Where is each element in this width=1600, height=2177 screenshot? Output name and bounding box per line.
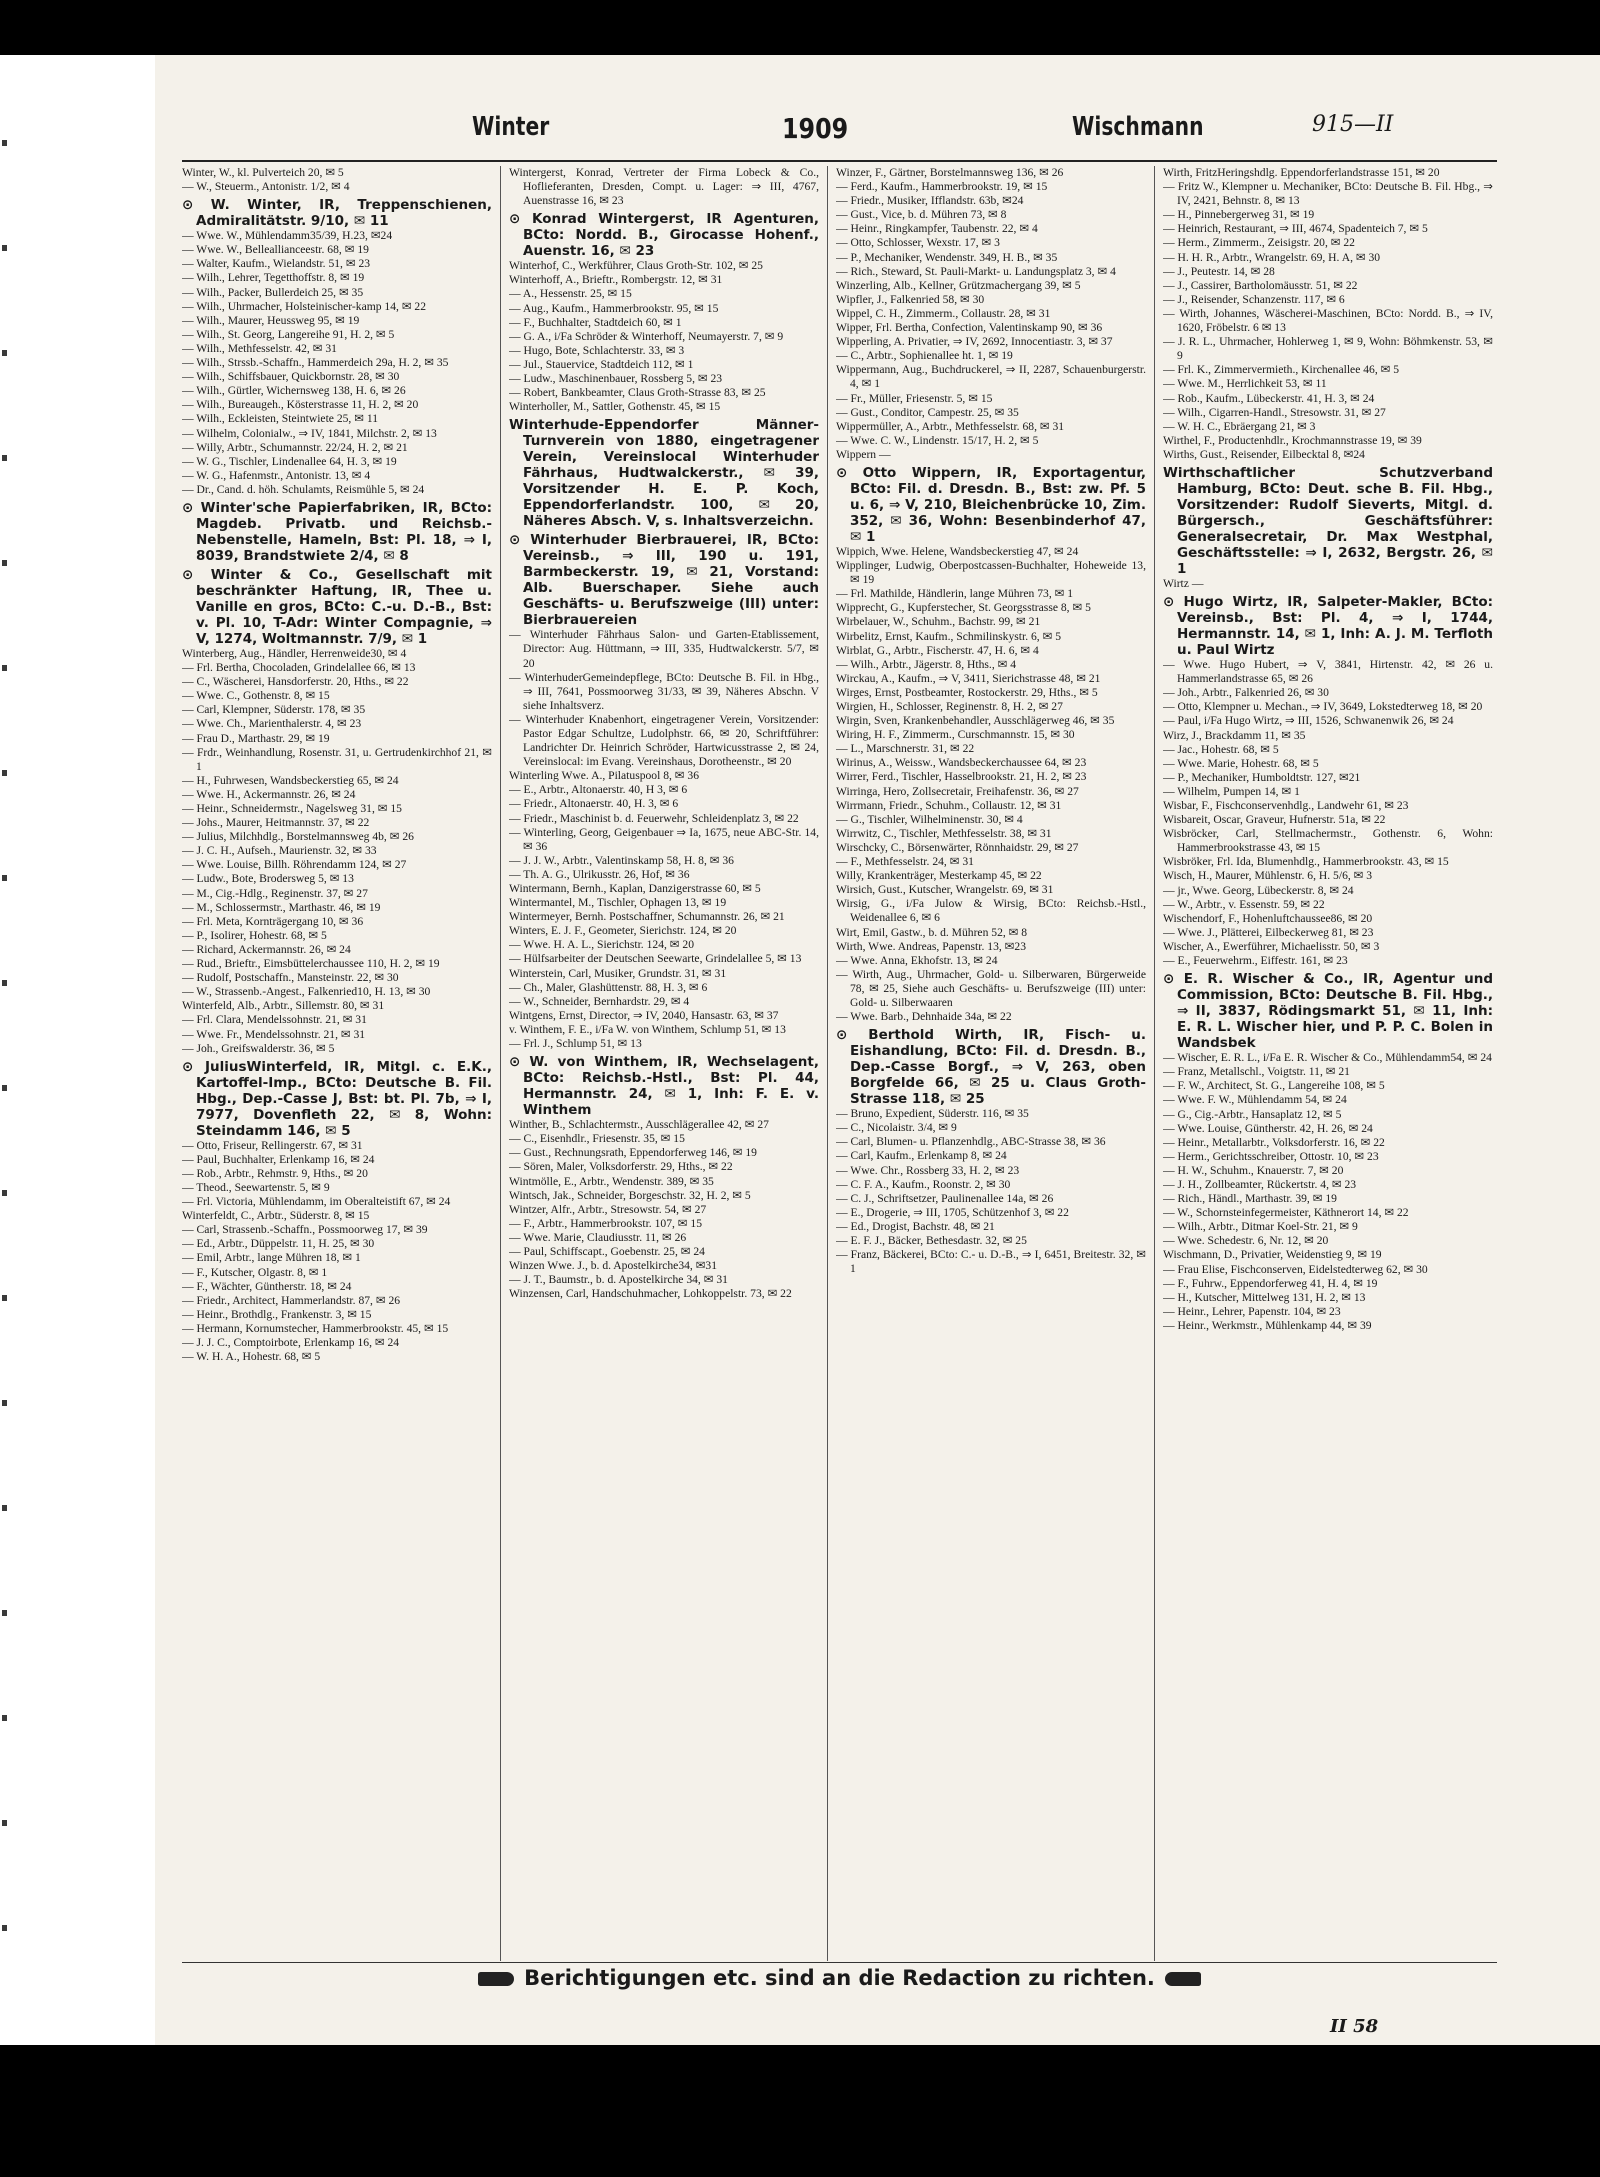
directory-entry: Wipperling, A. Privatier, ⇒ IV, 2692, Innocentiastr. 3, ✉ 37 xyxy=(836,335,1113,349)
directory-entry: Wisbröker, Frl. Ida, Blumenhdlg., Hammerbrookstr. 43, ✉ 15 xyxy=(1163,855,1449,869)
directory-entry: — J. C. H., Aufseh., Maurienstr. 32, ✉ 33 xyxy=(182,844,377,858)
directory-entry: Winterhof, C., Werkführer, Claus Groth-Str. 102, ✉ 25 xyxy=(509,259,763,273)
directory-entry: — Wwe. H., Ackermannstr. 26, ✉ 24 xyxy=(182,787,356,801)
directory-entry: Wirsich, Gust., Kutscher, Wrangelstr. 69, ✉ 31 xyxy=(836,883,1054,897)
directory-entry: Wirbelitz, Ernst, Kaufm., Schmilinskystr. 6, ✉ 5 xyxy=(836,629,1061,643)
directory-entry: Wipplinger, Ludwig, Oberpostcassen-Buchhalter, Hoheweide 13, ✉ 19 xyxy=(836,559,1146,587)
directory-entry: Wintermantel, M., Tischler, Ophagen 13, ✉ 19 xyxy=(509,896,727,910)
directory-entry: — Heinr., Brothdlg., Frankenstr. 3, ✉ 15 xyxy=(182,1307,372,1321)
header-rule xyxy=(182,160,1497,162)
directory-entry: Wirth, FritzHeringshdlg. Eppendorferlandstrasse 151, ✉ 20 xyxy=(1163,166,1440,179)
directory-entry: Wirrer, Ferd., Tischler, Hasselbrookstr. 21, H. 2, ✉ 23 xyxy=(836,770,1087,784)
directory-entry: Wirinus, A., Weissw., Wandsbeckerchaussee 64, ✉ 23 xyxy=(836,756,1087,770)
header-page-number: 915—II xyxy=(1312,112,1394,137)
directory-entry: — F., Buchhalter, Stadtdeich 60, ✉ 1 xyxy=(509,315,682,329)
directory-entry: — L., Marschnerstr. 31, ✉ 22 xyxy=(836,742,975,756)
directory-entry: Wippermann, Aug., Buchdruckerel, ⇒ II, 2287, Schauenburgerstr. 4, ✉ 1 xyxy=(836,363,1146,391)
directory-entry: — J. R. L., Uhrmacher, Hohlerweg 1, ✉ 9, Wohn: Böhmkenstr. 53, ✉ 9 xyxy=(1163,335,1493,363)
directory-entry: — Julius, Milchhdlg., Borstelmannsweg 4b, ✉ 26 xyxy=(182,830,414,844)
directory-entry: — W. G., Tischler, Lindenallee 64, H. 3, ✉ 19 xyxy=(182,454,397,468)
directory-entry: Wintergerst, Konrad, Vertreter der Firma Lobeck & Co., Hoflieferanten, Dresden, Compt. u. Lager: ⇒ III, 4767, Auenstrasse 16, ✉ 23 xyxy=(509,166,819,208)
directory-entry: — Wischer, E. R. L., i/Fa E. R. Wischer & Co., Mühlendamm54, ✉ 24 xyxy=(1163,1051,1492,1065)
directory-entry: — J., Cassirer, Bartholomäusstr. 51, ✉ 22 xyxy=(1163,278,1358,292)
directory-entry: Winzerling, Alb., Kellner, Grützmachergang 39, ✉ 5 xyxy=(836,278,1081,292)
directory-entry: Wiring, H. F., Zimmerm., Curschmannstr. 15, ✉ 30 xyxy=(836,728,1075,742)
directory-entry: — Wirth, Johannes, Wäscherei-Maschinen, BCto: Nordd. B., ⇒ IV, 1620, Fröbelstr. 6 ✉ 13 xyxy=(1163,306,1493,335)
directory-entry: — WinterhuderGemeindepflege, BCto: Deutsche B. Fil. in Hbg., ⇒ III, 7641, Possmoorweg 31/33, ✉ 39, Näheres Abschn. V siehe Inhaltsverz. xyxy=(509,670,819,712)
directory-entry: — Wwe. Chr., Rossberg 33, H. 2, ✉ 23 xyxy=(836,1163,1020,1177)
directory-entry-featured: ⊙ Winterhuder Bierbrauerei, IR, BCto: Vereinsb., ⇒ III, 190 u. 191, Barmbeckerstr. 19, ✉ 21, Vorstand: Alb. Buerschaper. Siehe auch Geschäfts- u. Berufszweige (III) unter: Bierbrauereien xyxy=(509,532,819,629)
directory-entry: — P., Mechaniker, Wendenstr. 349, H. B., ✉ 35 xyxy=(836,250,1058,264)
directory-entry: — J. T., Baumstr., b. d. Apostelkirche 34, ✉ 31 xyxy=(509,1273,728,1287)
binding-mark xyxy=(2,1820,7,1826)
binding-mark xyxy=(2,455,7,461)
directory-entry: — Th. A. G., Ulrikusstr. 26, Hof, ✉ 36 xyxy=(509,867,690,881)
directory-entry: — H., Fuhrwesen, Wandsbeckerstieg 65, ✉ 24 xyxy=(182,773,399,787)
directory-entry: — Wilh., Arbtr., Ditmar Koel-Str. 21, ✉ 9 xyxy=(1163,1220,1358,1234)
directory-entry: — Wilh., Strssb.-Schaffn., Hammerdeich 29a, H. 2, ✉ 35 xyxy=(182,356,449,370)
directory-entry: — Sören, Maler, Volksdorferstr. 29, Hths., ✉ 22 xyxy=(509,1160,733,1174)
directory-entry: — Robert, Bankbeamter, Claus Groth-Strasse 83, ✉ 25 xyxy=(509,386,766,400)
directory-entry: — Rob., Kaufm., Lübeckerstr. 41, H. 3, ✉ 24 xyxy=(1163,391,1375,405)
directory-entry: — Heinr., Lehrer, Papenstr. 104, ✉ 23 xyxy=(1163,1304,1341,1318)
directory-entry: — Frl. Victoria, Mühlendamm, im Oberalteistift 67, ✉ 24 xyxy=(182,1195,451,1209)
directory-entry: — Jul., Stauervice, Stadtdeich 112, ✉ 1 xyxy=(509,357,694,371)
directory-entry: Wisbröcker, Carl, Stellmachermstr., Gothenstr. 6, Wohn: Hammerbrookstrasse 43, ✉ 15 xyxy=(1163,827,1493,855)
directory-entry: — E., Arbtr., Altonaerstr. 40, H 3, ✉ 6 xyxy=(509,783,688,797)
directory-entry: — A., Hessenstr. 25, ✉ 15 xyxy=(509,287,632,301)
header-year: 1909 xyxy=(782,112,849,145)
directory-entry: — Ludw., Maschinenbauer, Rossberg 5, ✉ 23 xyxy=(509,372,723,386)
directory-entry: Wipper, Frl. Bertha, Confection, Valentinskamp 90, ✉ 36 xyxy=(836,321,1103,335)
directory-entry: — F., Kutscher, Olgastr. 8, ✉ 1 xyxy=(182,1265,328,1279)
directory-entry: — Paul, Schiffscapt., Goebenstr. 25, ✉ 24 xyxy=(509,1244,705,1258)
binding-mark xyxy=(2,665,7,671)
directory-entry: — Carl, Klempner, Süderstr. 178, ✉ 35 xyxy=(182,703,366,717)
binding-mark xyxy=(2,350,7,356)
directory-entry: — E. F. J., Bäcker, Bethesdastr. 32, ✉ 25 xyxy=(836,1234,1027,1247)
directory-entry: — M., Schlossermstr., Marthastr. 46, ✉ 19 xyxy=(182,900,381,914)
directory-entry: — Fritz W., Klempner u. Mechaniker, BCto: Deutsche B. Fil. Hbg., ⇒ IV, 2421, Behnstr. 8, ✉ 13 xyxy=(1163,180,1493,208)
directory-entry: Wisbar, F., Fischconservenhdlg., Landwehr 61, ✉ 23 xyxy=(1163,799,1409,812)
directory-entry: — J. J. W., Arbtr., Valentinskamp 58, H. 8, ✉ 36 xyxy=(509,853,734,867)
directory-entry: — F., Arbtr., Hammerbrookstr. 107, ✉ 15 xyxy=(509,1216,702,1230)
directory-entry-featured: ⊙ Winter'sche Papierfabriken, IR, BCto: Magdeb. Privatb. und Reichsb.-Nebenstelle, Hameln, Bst: Pl. 18, ⇒ I, 8039, Brandstwiete 2/4, ✉ 8 xyxy=(182,499,492,564)
directory-entry-featured: ⊙ Otto Wippern, IR, Exportagentur, BCto: Fil. d. Dresdn. B., Bst: zw. Pf. 5 u. 6, ⇒ V, 210, Bleichenbrücke 10, Zim. 352, ✉ 36, Wohn: Besenbinderhof 47, ✉ 1 xyxy=(836,464,1146,545)
directory-entry: — Carl, Strassenb.-Schaffn., Possmoorweg 17, ✉ 39 xyxy=(182,1223,428,1237)
column-3 xyxy=(836,166,1146,1961)
directory-entry: — E., Drogerie, ⇒ III, 1705, Schützenhof 3, ✉ 22 xyxy=(836,1205,1069,1219)
directory-entry: — W. G., Hafenmstr., Antonistr. 13, ✉ 4 xyxy=(182,468,371,482)
directory-entry: — Carl, Blumen- u. Pflanzenhdlg., ABC-Strasse 38, ✉ 36 xyxy=(836,1135,1106,1149)
directory-entry: Wintzer, Alfr., Arbtr., Stresowstr. 54, ✉ 27 xyxy=(509,1202,707,1216)
directory-entry: — W. H. A., Hohestr. 68, ✉ 5 xyxy=(182,1350,321,1364)
directory-entry: — H., Pinnebergerweg 31, ✉ 19 xyxy=(1163,208,1315,222)
directory-entry: — C., Eisenhdlr., Friesenstr. 35, ✉ 15 xyxy=(509,1132,685,1146)
directory-entry: — Rud., Brieftr., Eimsbüttelerchaussee 110, H. 2, ✉ 19 xyxy=(182,957,440,971)
directory-entry: — W., Steuerm., Antonistr. 1/2, ✉ 4 xyxy=(182,180,350,194)
directory-entry: — Herm., Gerichtsschreiber, Ottostr. 10, ✉ 23 xyxy=(1163,1149,1379,1163)
directory-entry: — Winterhuder Fährhaus Salon- und Garten-Etablissement, Director: Aug. Hüttmann, ⇒ III, 335, Hudtwalckerstr. 5/7, ✉ 20 xyxy=(509,628,819,670)
header-last-name: Wischmann xyxy=(1072,112,1204,142)
directory-entry: — Heinrich, Restaurant, ⇒ III, 4674, Spadenteich 7, ✉ 5 xyxy=(1163,222,1428,236)
directory-entry: — Otto, Schlosser, Wexstr. 17, ✉ 3 xyxy=(836,236,1000,250)
directory-entry: — J. H., Zollbeamter, Rückertstr. 4, ✉ 23 xyxy=(1163,1177,1357,1191)
directory-entry: — Wilh., Arbtr., Jägerstr. 8, Hths., ✉ 4 xyxy=(836,657,1017,671)
directory-entry: — Frau Elise, Fischconserven, Eidelstedterweg 62, ✉ 30 xyxy=(1163,1262,1428,1276)
directory-entry: — Franz, Metallschl., Voigtstr. 11, ✉ 21 xyxy=(1163,1065,1350,1079)
directory-entry: — Heinr., Ringkampfer, Taubenstr. 22, ✉ 4 xyxy=(836,222,1038,236)
binding-mark xyxy=(2,1610,7,1616)
directory-entry: — Otto, Klempner u. Mechan., ⇒ IV, 3649, Lokstedterweg 18, ✉ 20 xyxy=(1163,700,1483,714)
directory-entry: Winterstein, Carl, Musiker, Grundstr. 31, ✉ 31 xyxy=(509,966,727,980)
directory-entry: — Rich., Händl., Marthastr. 39, ✉ 19 xyxy=(1163,1192,1337,1206)
directory-entry: — Theod., Seewartenstr. 5, ✉ 9 xyxy=(182,1180,330,1194)
directory-entry-featured: ⊙ Berthold Wirth, IR, Fisch- u. Eishandlung, BCto: Fil. d. Dresdn. B., Dep.-Casse Borgf., ⇒ V, 263, oben Borgfelde 66, ✉ 25 u. Claus Groth-Strasse 118, ✉ 25 xyxy=(836,1027,1146,1108)
directory-entry: — Frl. Meta, Kornträgergang 10, ✉ 36 xyxy=(182,914,364,928)
directory-entry: — Wilh., Bureaugeh., Kösterstrasse 11, H. 2, ✉ 20 xyxy=(182,398,419,412)
directory-entry-featured: ⊙ Hugo Wirtz, IR, Salpeter-Makler, BCto: Vereinsb., Bst: Pl. 4, ⇒ I, 1744, Hermannstr. 14, ✉ 1, Inh: A. J. M. Terfloth u. Paul Wirtz xyxy=(1163,594,1493,659)
directory-entry: — Wwe. Hugo Hubert, ⇒ V, 3841, Hirtenstr. 42, ✉ 26 u. Hammerlandstrasse 65, ✉ 26 xyxy=(1163,658,1493,686)
directory-entry: — Wilh., Packer, Bullerdeich 25, ✉ 35 xyxy=(182,285,364,299)
directory-entry: Wirth, Wwe. Andreas, Papenstr. 13, ✉23 xyxy=(836,939,1026,953)
directory-entry: — Gust., Rechnungsrath, Eppendorferweg 146, ✉ 19 xyxy=(509,1146,757,1160)
directory-entry: Winterhoff, A., Brieftr., Rombergstr. 12, ✉ 31 xyxy=(509,273,723,287)
directory-entry: — Emil, Arbtr., lange Mühren 18, ✉ 1 xyxy=(182,1251,361,1265)
binding-mark xyxy=(2,1505,7,1511)
directory-entry: Wirringa, Hero, Zollsecretair, Freihafenstr. 36, ✉ 27 xyxy=(836,784,1079,798)
binding-mark xyxy=(2,1190,7,1196)
directory-entry: — Hugo, Bote, Schlachterstr. 33, ✉ 3 xyxy=(509,343,685,357)
binding-mark xyxy=(2,1085,7,1091)
directory-entry: Wirz, J., Brackdamm 11, ✉ 35 xyxy=(1163,728,1306,742)
directory-entry: — F., Fuhrw., Eppendorferweg 41, H. 4, ✉ 19 xyxy=(1163,1276,1378,1290)
directory-entry: — J. J. C., Comptoirbote, Erlenkamp 16, ✉ 24 xyxy=(182,1336,400,1349)
binding-mark xyxy=(2,1925,7,1931)
directory-entry: — W. H. C., Ebräergang 21, ✉ 3 xyxy=(1163,419,1316,433)
directory-entry: Willy, Krankenträger, Mesterkamp 45, ✉ 22 xyxy=(836,869,1042,883)
directory-entry: — Wilh., Cigarren-Handl., Stresowstr. 31, ✉ 27 xyxy=(1163,405,1386,419)
directory-entry: Wirt, Emil, Gastw., b. d. Mühren 52, ✉ 8 xyxy=(836,925,1028,939)
directory-entry: — Wilhelm, Pumpen 14, ✉ 1 xyxy=(1163,784,1300,798)
directory-entry-featured: ⊙ Winter & Co., Gesellschaft mit beschränkter Haftung, IR, Thee u. Vanille en gros, BCto: C.-u. D.-B., Bst: v. Pl. 10, T-Adr: Winter Compagnie, ⇒ V, 1274, Woltmannstr. 7/9, ✉ 1 xyxy=(182,566,492,647)
binding-mark xyxy=(2,140,7,146)
directory-entry: Wirschcky, C., Börsenwärter, Rönnhaidstr. 29, ✉ 27 xyxy=(836,840,1079,854)
directory-entry: — Wilh., Eckleisten, Steintwiete 25, ✉ 11 xyxy=(182,412,379,426)
directory-entry: Wirrmann, Friedr., Schuhm., Collaustr. 12, ✉ 31 xyxy=(836,798,1062,812)
directory-entry: — Frl. Mathilde, Händlerin, lange Mühren 73, ✉ 1 xyxy=(836,587,1074,601)
directory-entry-featured: Winterhude-Eppendorfer Männer-Turnverein von 1880, eingetragener Verein, Vereinslocal Winterhuder Fährhaus, Hudtwalckerstr., ✉ 39, Vorsitzender H. E. P. Koch, Eppendorferlandstr. 100, ✉ 20, Näheres Absch. V, s. Inhaltsverzeichn. xyxy=(509,417,819,530)
directory-entry: — Wilh., Maurer, Heussweg 95, ✉ 19 xyxy=(182,313,360,327)
directory-entry: — Joh., Greifswalderstr. 36, ✉ 5 xyxy=(182,1041,335,1055)
directory-entry: — Wwe. H. A. L., Sierichstr. 124, ✉ 20 xyxy=(509,938,695,952)
binding-mark xyxy=(2,980,7,986)
directory-entry: Winterberg, Aug., Händler, Herrenweide30, ✉ 4 xyxy=(182,646,407,660)
directory-entry: — Wilh., Schiffsbauer, Quickbornstr. 28, ✉ 30 xyxy=(182,370,400,384)
directory-entry: — Wwe. F. W., Mühlendamm 54, ✉ 24 xyxy=(1163,1093,1347,1107)
directory-entry: — Wwe. Anna, Ekhofstr. 13, ✉ 24 xyxy=(836,953,998,967)
directory-entry: Winzen Wwe. J., b. d. Apostelkirche34, ✉31 xyxy=(509,1259,718,1273)
directory-entry: — Wilh., Uhrmacher, Holsteinischer-kamp 14, ✉ 22 xyxy=(182,299,427,313)
directory-entry: — G., Tischler, Wilhelminenstr. 30, ✉ 4 xyxy=(836,812,1023,826)
directory-entry: — Wwe. Fr., Mendelssohnstr. 21, ✉ 31 xyxy=(182,1027,366,1041)
directory-entry: — Wwe. W., Belleallianceestr. 68, ✉ 19 xyxy=(182,243,369,257)
directory-entry: Wischmann, D., Privatier, Weidenstieg 9, ✉ 19 xyxy=(1163,1248,1382,1262)
directory-entry: — F., Methfesselstr. 24, ✉ 31 xyxy=(836,855,974,869)
directory-entry: — Friedr., Architect, Hammerlandstr. 87, ✉ 26 xyxy=(182,1293,401,1307)
directory-entry: Wirthel, F., Productenhdlr., Krochmannstrasse 19, ✉ 39 xyxy=(1163,433,1422,447)
directory-entry: — Paul, i/Fa Hugo Wirtz, ⇒ III, 1526, Schwanenwik 26, ✉ 24 xyxy=(1163,714,1454,728)
directory-entry: — H. W., Schuhm., Knauerstr. 7, ✉ 20 xyxy=(1163,1163,1344,1177)
directory-entry: — Herm., Zimmerm., Zeisigstr. 20, ✉ 22 xyxy=(1163,236,1355,250)
directory-entry: — Frl. J., Schlump 51, ✉ 13 xyxy=(509,1037,642,1051)
directory-entry: Wirbelauer, W., Schuhm., Bachstr. 99, ✉ 21 xyxy=(836,615,1041,629)
directory-entry: Wirblat, G., Arbtr., Fischerstr. 47, H. 6, ✉ 4 xyxy=(836,643,1039,657)
directory-entry: — W., Schneider, Bernhardstr. 29, ✉ 4 xyxy=(509,994,690,1008)
directory-entry: Wirgin, Sven, Krankenbehandler, Ausschlägerweg 46, ✉ 35 xyxy=(836,714,1115,728)
directory-entry: — J., Peutestr. 14, ✉ 28 xyxy=(1163,264,1275,278)
directory-entry: — C., Nicolaistr. 3/4, ✉ 9 xyxy=(836,1121,957,1135)
directory-entry: — Frl. Bertha, Chocoladen, Grindelallee 66, ✉ 13 xyxy=(182,661,416,675)
binding-mark xyxy=(2,1400,7,1406)
page-header xyxy=(182,112,1482,148)
directory-entry: — F., Wächter, Güntherstr. 18, ✉ 24 xyxy=(182,1279,352,1293)
directory-entry: — Wwe. J., Plätterei, Eilbeckerweg 81, ✉ 23 xyxy=(1163,925,1374,939)
directory-entry: — Frdr., Weinhandlung, Rosenstr. 31, u. Gertrudenkirchhof 21, ✉ 1 xyxy=(182,745,492,773)
directory-entry: — Fr., Müller, Friesenstr. 5, ✉ 15 xyxy=(836,391,993,405)
directory-entry: — Walter, Kaufm., Wielandstr. 51, ✉ 23 xyxy=(182,257,371,271)
pointing-hand-icon xyxy=(478,1972,514,1986)
directory-entry: — C., Arbtr., Sophienallee ht. 1, ✉ 19 xyxy=(836,349,1013,363)
directory-entry: — Richard, Ackermannstr. 26, ✉ 24 xyxy=(182,942,351,956)
directory-entry: Wischer, A., Ewerführer, Michaelisstr. 50, ✉ 3 xyxy=(1163,939,1380,953)
directory-entry: Winter, W., kl. Pulverteich 20, ✉ 5 xyxy=(182,166,344,179)
directory-entry: Wipprecht, G., Kupferstecher, St. Georgsstrasse 8, ✉ 5 xyxy=(836,601,1091,615)
directory-entry: Wisbareit, Oscar, Graveur, Hufnerstr. 51a, ✉ 22 xyxy=(1163,813,1386,827)
directory-entry: — F. W., Architect, St. G., Langereihe 108, ✉ 5 xyxy=(1163,1079,1385,1093)
directory-entry: — Wilh., Methfesselstr. 42, ✉ 31 xyxy=(182,341,337,355)
pointing-hand-icon xyxy=(1165,1972,1201,1986)
directory-entry: — Ed., Arbtr., Düppelstr. 11, H. 25, ✉ 30 xyxy=(182,1237,375,1251)
footer-rule xyxy=(182,1962,1497,1963)
directory-entry: Winzensen, Carl, Handschuhmacher, Lohkoppelstr. 73, ✉ 22 xyxy=(509,1287,792,1301)
directory-entry: — Wwe. Louise, Güntherstr. 42, H. 26, ✉ 24 xyxy=(1163,1121,1373,1135)
directory-entry: — Wilh., St. Georg, Langereihe 91, H. 2, ✉ 5 xyxy=(182,327,395,341)
directory-entry: — Heinr., Werkmstr., Mühlenkamp 44, ✉ 39 xyxy=(1163,1318,1372,1332)
directory-entry: Wintermann, Bernh., Kaplan, Danzigerstrasse 60, ✉ 5 xyxy=(509,882,761,895)
directory-entry: — Hülfsarbeiter der Deutschen Seewarte, Grindelallee 5, ✉ 13 xyxy=(509,952,802,966)
directory-entry: — Paul, Buchhalter, Erlenkamp 16, ✉ 24 xyxy=(182,1152,375,1166)
directory-entry: Wirths, Gust., Reisender, Eilbecktal 8, ✉24 xyxy=(1163,447,1365,461)
directory-entry: — E., Feuerwehrm., Eiffestr. 161, ✉ 23 xyxy=(1163,954,1348,968)
directory-entry: Wippern — xyxy=(836,447,891,461)
directory-entry: Wintmölle, E., Arbtr., Wendenstr. 389, ✉ 35 xyxy=(509,1174,714,1188)
directory-entry: — P., Mechaniker, Humboldtstr. 127, ✉21 xyxy=(1163,770,1361,784)
directory-entry: — Hermann, Kornumstecher, Hammerbrookstr. 45, ✉ 15 xyxy=(182,1321,449,1335)
directory-entry: — Rudolf, Postschaffn., Mansteinstr. 22, ✉ 30 xyxy=(182,971,399,985)
directory-entry: — jr., Wwe. Georg, Lübeckerstr. 8, ✉ 24 xyxy=(1163,883,1354,897)
directory-entry: — W., Strassenb.-Angest., Falkenried10, H. 13, ✉ 30 xyxy=(182,985,431,999)
directory-entry: Wintgens, Ernst, Director, ⇒ IV, 2040, Hansastr. 63, ✉ 37 xyxy=(509,1008,779,1022)
directory-entry: Winther, B., Schlachtermstr., Ausschlägerallee 42, ✉ 27 xyxy=(509,1118,769,1132)
directory-entry: Wirckau, A., Kaufm., ⇒ V, 3411, Sierichstrasse 48, ✉ 21 xyxy=(836,671,1101,685)
directory-entry-featured: ⊙ JuliusWinterfeld, IR, Mitgl. c. E.K., Kartoffel-Imp., BCto: Deutsche B. Fil. Hbg., Dep.-Casse J, Bst: bt. Pl. 7b, ⇒ I, 7977, Dovenfleth 22, ✉ 8, Wohn: Steindamm 146, ✉ 5 xyxy=(182,1058,492,1139)
directory-entry: — Frau D., Marthastr. 29, ✉ 19 xyxy=(182,731,330,745)
directory-entry: — Gust., Conditor, Campestr. 25, ✉ 35 xyxy=(836,405,1019,419)
directory-entry: Wippich, Wwe. Helene, Wandsbeckerstieg 47, ✉ 24 xyxy=(836,544,1079,558)
column-divider xyxy=(827,166,828,1961)
directory-entry: — Wilh., Gürtler, Wichernsweg 138, H. 6, ✉ 26 xyxy=(182,384,406,398)
signature-mark: II 58 xyxy=(1330,2016,1379,2037)
binding-mark xyxy=(2,245,7,251)
directory-entry: — Wwe. Marie, Claudiusstr. 11, ✉ 26 xyxy=(509,1230,687,1244)
directory-entry: — Otto, Friseur, Rellingerstr. 67, ✉ 31 xyxy=(182,1138,363,1152)
directory-entry: — Aug., Kaufm., Hammerbrookstr. 95, ✉ 15 xyxy=(509,301,719,315)
column-1 xyxy=(182,166,492,1961)
directory-entry: Winterfeld, Alb., Arbtr., Sillemstr. 80, ✉ 31 xyxy=(182,999,385,1013)
directory-entry: — Bruno, Expedient, Süderstr. 116, ✉ 35 xyxy=(836,1107,1029,1121)
directory-entry: — W., Arbtr., v. Essenstr. 59, ✉ 22 xyxy=(1163,897,1325,911)
footer-notice-text: Berichtigungen etc. sind an die Redaction zu richten. xyxy=(524,1966,1155,1990)
directory-entry: — Jac., Hohestr. 68, ✉ 5 xyxy=(1163,742,1279,756)
binding-mark xyxy=(2,770,7,776)
directory-entry: Wischendorf, F., Hohenluftchaussee86, ✉ 20 xyxy=(1163,911,1373,925)
directory-entry: — Wwe. Ch., Marienthalerstr. 4, ✉ 23 xyxy=(182,717,362,731)
scan-border-bottom xyxy=(0,2045,1600,2177)
directory-entry-featured: ⊙ W. von Winthem, IR, Wechselagent, BCto: Reichsb.-Hstl., Bst: Pl. 44, Hermannstr. 24, ✉ 1, Inh: F. E. v. Winthem xyxy=(509,1054,819,1119)
directory-entry: — Wwe. Marie, Hohestr. 68, ✉ 5 xyxy=(1163,756,1319,770)
column-2 xyxy=(509,166,819,1961)
directory-entry: Wisch, H., Maurer, Mühlenstr. 6, H. 5/6, ✉ 3 xyxy=(1163,869,1373,883)
directory-entry: — H. H. R., Arbtr., Wrangelstr. 69, H. A, ✉ 30 xyxy=(1163,250,1381,264)
directory-entry: — J., Reisender, Schanzenstr. 117, ✉ 6 xyxy=(1163,292,1345,306)
directory-entry: Wirgien, H., Schlosser, Reginenstr. 8, H. 2, ✉ 27 xyxy=(836,700,1063,713)
column-4 xyxy=(1163,166,1493,1961)
directory-entry: — Willy, Arbtr., Schumannstr. 22/24, H. 2, ✉ 21 xyxy=(182,440,408,454)
directory-entry-featured: Wirthschaftlicher Schutzverband Hamburg, BCto: Deut. sche B. Fil. Hbg., Vorsitzender: Rudolf Sieverts, Mitgl. d. Bürgersch., Geschäftsführer: Generalsecretair, Dr. Max Westphal, Geschäftsstelle: ⇒ I, 2632, Bergstr. 26, ✉ 1 xyxy=(1163,464,1493,577)
directory-entry: v. Winthem, F. E., i/Fa W. von Winthem, Schlump 51, ✉ 13 xyxy=(509,1022,786,1036)
directory-entry: — Johs., Maurer, Heitmannstr. 37, ✉ 22 xyxy=(182,816,370,830)
directory-entry: — Rob., Arbtr., Rehmstr. 9, Hths., ✉ 20 xyxy=(182,1166,368,1180)
directory-entry: — G. A., i/Fa Schröder & Winterhoff, Neumayerstr. 7, ✉ 9 xyxy=(509,329,784,343)
directory-entry: — H., Kutscher, Mittelweg 131, H. 2, ✉ 13 xyxy=(1163,1290,1366,1304)
directory-columns xyxy=(182,166,1497,1961)
directory-entry: — Ferd., Kaufm., Hammerbrookstr. 19, ✉ 15 xyxy=(836,180,1048,194)
directory-entry: — Winterling, Georg, Geigenbauer ⇒ Ia, 1675, neue ABC-Str. 14, ✉ 36 xyxy=(509,825,819,853)
directory-entry: — Wwe. C. W., Lindenstr. 15/17, H. 2, ✉ 5 xyxy=(836,433,1039,447)
directory-entry: — Carl, Kaufm., Erlenkamp 8, ✉ 24 xyxy=(836,1149,1007,1163)
directory-entry: — Wwe. Schedestr. 6, Nr. 12, ✉ 20 xyxy=(1163,1234,1329,1248)
directory-entry: Wirtz — xyxy=(1163,576,1204,590)
directory-entry: Winterfeldt, C., Arbtr., Süderstr. 8, ✉ 15 xyxy=(182,1209,370,1223)
scan-border-top xyxy=(0,0,1600,55)
directory-entry-featured: ⊙ W. Winter, IR, Treppenschienen, Admiralitätstr. 9/10, ✉ 11 xyxy=(182,197,492,230)
directory-entry: Winzer, F., Gärtner, Borstelmannsweg 136, ✉ 26 xyxy=(836,166,1064,179)
directory-entry: — C. F. A., Kaufm., Roonstr. 2, ✉ 30 xyxy=(836,1177,1011,1191)
binding-edge xyxy=(0,120,12,2020)
directory-entry: — Friedr., Maschinist b. d. Feuerwehr, Schleidenplatz 3, ✉ 22 xyxy=(509,811,799,825)
directory-entry: Wintermeyer, Bernh. Postschaffner, Schumannstr. 26, ✉ 21 xyxy=(509,910,785,924)
header-first-name: Winter xyxy=(472,112,550,142)
directory-entry: — C., Wäscherei, Hansdorferstr. 20, Hths., ✉ 22 xyxy=(182,675,409,689)
directory-entry: — Gust., Vice, b. d. Mühren 73, ✉ 8 xyxy=(836,208,1007,222)
column-divider xyxy=(1154,166,1155,1961)
directory-entry: — Frl. Clara, Mendelssohnstr. 21, ✉ 31 xyxy=(182,1013,367,1027)
directory-entry: Winterholler, M., Sattler, Gothenstr. 45, ✉ 15 xyxy=(509,400,721,414)
directory-entry: — Friedr., Musiker, Ifflandstr. 63b, ✉24 xyxy=(836,194,1024,208)
directory-entry: Winters, E. J. F., Geometer, Sierichstr. 124, ✉ 20 xyxy=(509,924,737,938)
directory-entry: — Wilh., Lehrer, Tegetthoffstr. 8, ✉ 19 xyxy=(182,271,365,285)
directory-entry: — Frl. K., Zimmervermieth., Kirchenallee 46, ✉ 5 xyxy=(1163,363,1400,377)
footer-notice xyxy=(182,1966,1497,1990)
directory-entry: Wintsch, Jak., Schneider, Borgeschstr. 32, H. 2, ✉ 5 xyxy=(509,1188,751,1202)
directory-entry: — Heinr., Metallarbtr., Volksdorferstr. 16, ✉ 22 xyxy=(1163,1135,1385,1149)
directory-entry: — M., Cig.-Hdlg., Reginenstr. 37, ✉ 27 xyxy=(182,886,368,900)
binding-mark xyxy=(2,560,7,566)
directory-entry: — C. J., Schriftsetzer, Paulinenallee 14a, ✉ 26 xyxy=(836,1191,1054,1205)
directory-entry: Wipfler, J., Falkenried 58, ✉ 30 xyxy=(836,292,985,306)
directory-entry: — Ed., Drogist, Bachstr. 48, ✉ 21 xyxy=(836,1219,995,1233)
directory-entry-featured: ⊙ E. R. Wischer & Co., IR, Agentur und Commission, BCto: Deutsche B. Fil. Hbg., ⇒ II, 3837, Rödingsmarkt 51, ✉ 11, Inh: E. R. L. Wischer hier, und P. P. C. Bolen in Wandsbek xyxy=(1163,971,1493,1052)
directory-entry: Wirges, Ernst, Postbeamter, Rostockerstr. 29, Hths., ✉ 5 xyxy=(836,685,1098,699)
directory-entry: — Dr., Cand. d. höh. Schulamts, Reismühle 5, ✉ 24 xyxy=(182,482,425,496)
directory-entry: — Wwe. M., Herrlichkeit 53, ✉ 11 xyxy=(1163,377,1327,391)
directory-entry: — P., Isolirer, Hohestr. 68, ✉ 5 xyxy=(182,928,327,942)
directory-entry: — Wwe. W., Mühlendamm35/39, H.23, ✉24 xyxy=(182,229,393,243)
directory-entry: — Friedr., Altonaerstr. 40, H. 3, ✉ 6 xyxy=(509,797,679,811)
directory-entry: — Wirth, Aug., Uhrmacher, Gold- u. Silberwaren, Bürgerweide 78, ✉ 25, Siehe auch Geschäfts- u. Berufszweige (III) unter: Gold- u. Silberwaaren xyxy=(836,967,1146,1009)
directory-entry: Wirsig, G., i/Fa Julow & Wirsig, BCto: Reichsb.-Hstl., Weidenallee 6, ✉ 6 xyxy=(836,897,1146,925)
binding-mark xyxy=(2,1295,7,1301)
directory-entry: — G., Cig.-Arbtr., Hansaplatz 12, ✉ 5 xyxy=(1163,1107,1342,1121)
directory-entry: — Heinr., Schneidermstr., Nagelsweg 31, ✉ 15 xyxy=(182,802,402,815)
directory-entry: — Joh., Arbtr., Falkenried 26, ✉ 30 xyxy=(1163,686,1329,700)
binding-mark xyxy=(2,1715,7,1721)
directory-entry: Wirrwitz, C., Tischler, Methfesselstr. 38, ✉ 31 xyxy=(836,826,1052,840)
directory-entry: — Wwe. Louise, Billh. Röhrendamm 124, ✉ 27 xyxy=(182,858,407,872)
directory-entry: Winterling Wwe. A., Pilatuspool 8, ✉ 36 xyxy=(509,769,700,783)
directory-entry-featured: ⊙ Konrad Wintergerst, IR Agenturen, BCto: Nordd. B., Girocasse Hohenf., Auenstr. 16, ✉ 23 xyxy=(509,211,819,260)
binding-mark xyxy=(2,875,7,881)
directory-entry: — Winterhuder Knabenhort, eingetragener Verein, Vorsitzender: Pastor Edgar Schultze, Ludolphstr. 66, ✉ 20, Schriftführer: Landrichter Dr. Heinrich Schröder, Hartwicusstrasse 2, ✉ 24, Vereinslocal: im Evang. Vereinshaus, Dorotheenstr., ✉ 20 xyxy=(509,712,819,769)
directory-entry: — W., Schornsteinfegermeister, Käthnerort 14, ✉ 22 xyxy=(1163,1206,1409,1220)
column-divider xyxy=(500,166,501,1961)
directory-entry: Wippel, C. H., Zimmerm., Collaustr. 28, ✉ 31 xyxy=(836,306,1051,320)
directory-entry: — Wwe. Barb., Dehnhaide 34a, ✉ 22 xyxy=(836,1010,1012,1024)
directory-entry: — Wilhelm, Colonialw., ⇒ IV, 1841, Milchstr. 2, ✉ 13 xyxy=(182,426,437,440)
directory-entry: — Wwe. C., Gothenstr. 8, ✉ 15 xyxy=(182,689,330,703)
directory-entry: Wippermüller, A., Arbtr., Methfesselstr. 68, ✉ 31 xyxy=(836,419,1065,433)
directory-entry: — Rich., Steward, St. Pauli-Markt- u. Landungsplatz 3, ✉ 4 xyxy=(836,264,1116,278)
directory-entry: — Franz, Bäckerei, BCto: C.- u. D.-B., ⇒ I, 6451, Breitestr. 32, ✉ 1 xyxy=(836,1248,1146,1276)
directory-entry: — Ch., Maler, Glashüttenstr. 88, H. 3, ✉ 6 xyxy=(509,980,708,994)
directory-entry: — Ludw., Bote, Brodersweg 5, ✉ 13 xyxy=(182,872,354,886)
